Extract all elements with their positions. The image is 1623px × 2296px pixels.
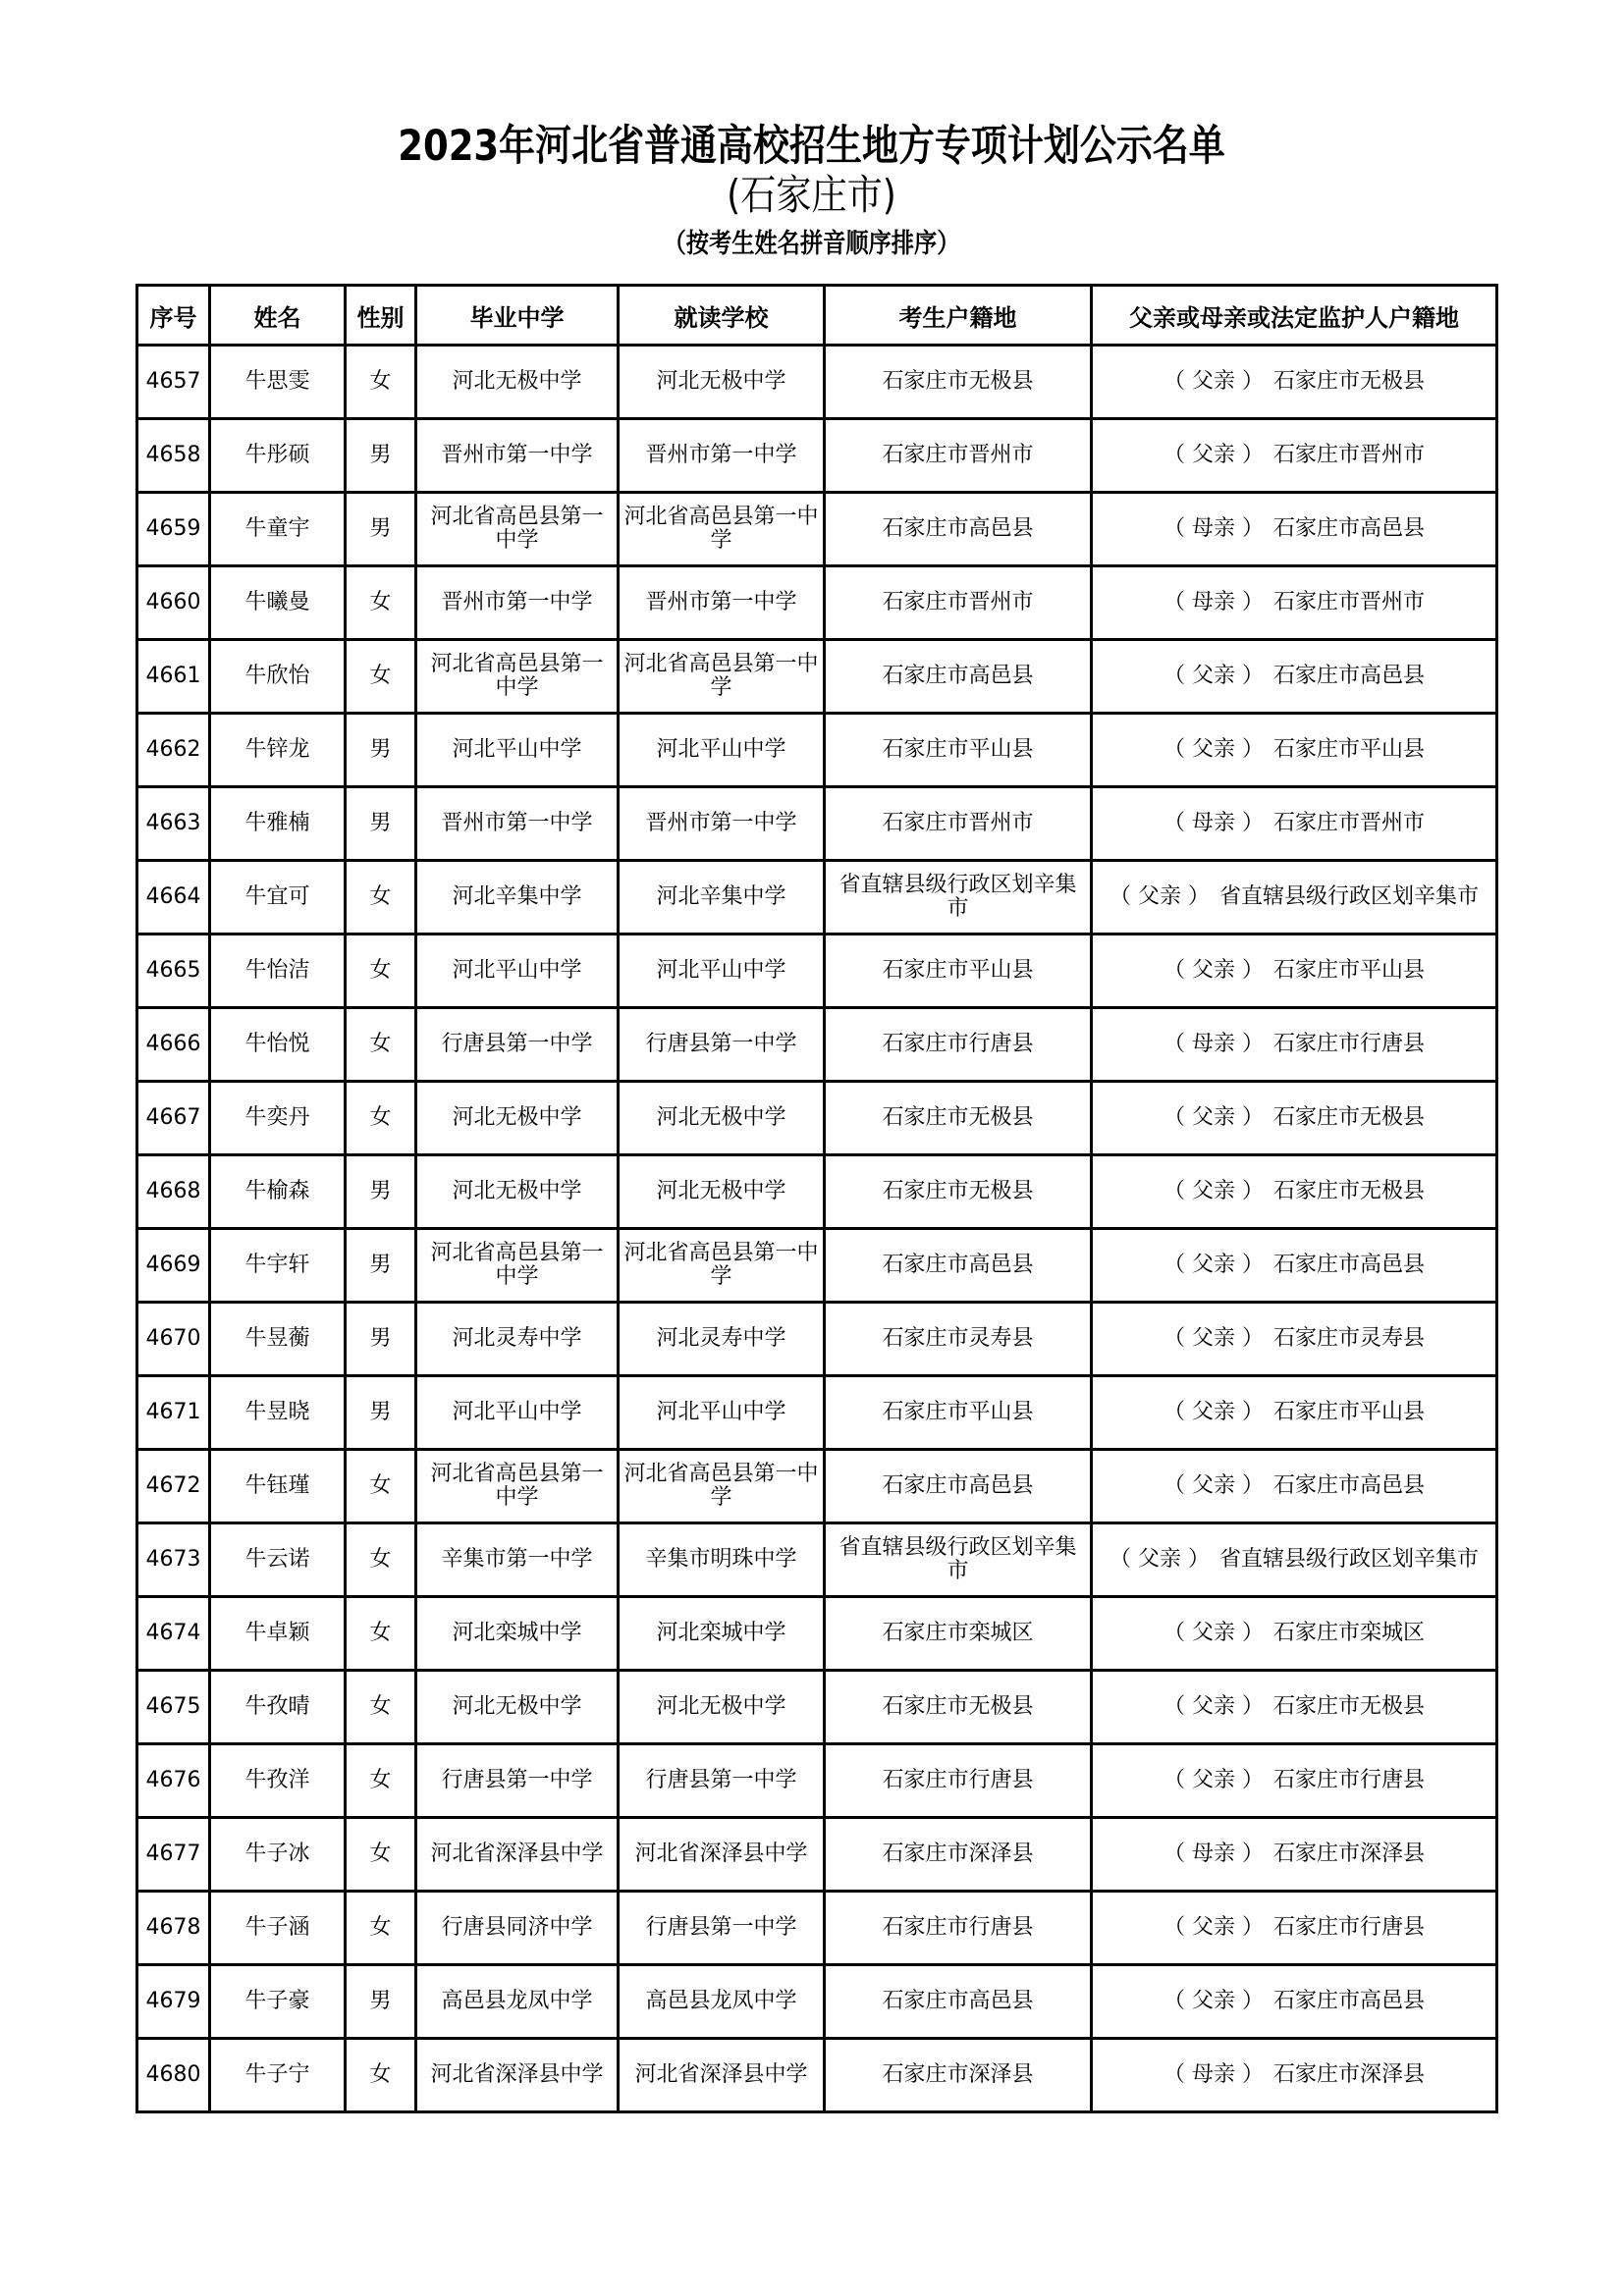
parent-hukou-location: 省直辖县级行政区划辛集市 xyxy=(1218,884,1479,909)
cell-parent-hukou xyxy=(1092,419,1497,493)
cell-hukou: 石家庄市晋州市 xyxy=(825,566,1092,640)
cell-current-school: 河北省高邑县第一中学 xyxy=(619,640,825,714)
cell-hukou: 石家庄市无极县 xyxy=(825,1155,1092,1229)
parent-hukou-location: 石家庄市高邑县 xyxy=(1272,664,1425,688)
cell-name: 牛怡悦 xyxy=(210,1008,346,1082)
cell-current-school: 行唐县第一中学 xyxy=(619,1008,825,1082)
cell-gender: 女 xyxy=(346,566,416,640)
table-row xyxy=(137,1303,1497,1376)
cell-hukou: 石家庄市无极县 xyxy=(825,1082,1092,1155)
parent-relation: （ 父亲 ） xyxy=(1163,737,1264,762)
cell-name: 牛童宇 xyxy=(210,493,346,566)
cell-no: 4671 xyxy=(137,1376,210,1450)
cell-hukou: 石家庄市晋州市 xyxy=(825,787,1092,861)
parent-relation: （ 父亲 ） xyxy=(1163,1400,1264,1424)
parent-hukou-location: 石家庄市平山县 xyxy=(1272,958,1425,983)
col-header-gender: 性别 xyxy=(346,286,416,346)
cell-no: 4659 xyxy=(137,493,210,566)
cell-hukou: 石家庄市高邑县 xyxy=(825,493,1092,566)
cell-current-school: 晋州市第一中学 xyxy=(619,419,825,493)
parent-relation: （ 父亲 ） xyxy=(1163,1621,1264,1645)
cell-current-school: 河北无极中学 xyxy=(619,1671,825,1744)
parent-relation: （ 父亲 ） xyxy=(1163,1694,1264,1719)
parent-hukou-location: 石家庄市无极县 xyxy=(1272,1694,1425,1719)
cell-gender: 男 xyxy=(346,1155,416,1229)
parent-relation: （ 父亲 ） xyxy=(1109,884,1210,909)
cell-parent-hukou xyxy=(1092,346,1497,419)
parent-relation: （ 父亲 ） xyxy=(1163,369,1264,394)
parent-hukou-location: 石家庄市灵寿县 xyxy=(1272,1326,1425,1351)
parent-relation: （ 父亲 ） xyxy=(1163,1915,1264,1940)
parent-hukou-location: 石家庄市深泽县 xyxy=(1272,2062,1425,2087)
cell-hukou: 石家庄市栾城区 xyxy=(825,1597,1092,1671)
cell-hukou: 石家庄市平山县 xyxy=(825,1376,1092,1450)
cell-hukou: 石家庄市行唐县 xyxy=(825,1892,1092,1965)
cell-grad-school: 河北栾城中学 xyxy=(416,1597,619,1671)
cell-gender: 女 xyxy=(346,1597,416,1671)
page-subtitle: (石家庄市) xyxy=(727,171,896,219)
cell-name: 牛孜晴 xyxy=(210,1671,346,1744)
cell-gender: 女 xyxy=(346,1523,416,1597)
cell-gender: 男 xyxy=(346,787,416,861)
cell-gender: 女 xyxy=(346,1744,416,1818)
cell-grad-school: 河北省高邑县第一中学 xyxy=(416,1229,619,1303)
cell-no: 4667 xyxy=(137,1082,210,1155)
parent-relation: （ 父亲 ） xyxy=(1163,1326,1264,1351)
cell-current-school: 行唐县第一中学 xyxy=(619,1744,825,1818)
cell-name: 牛思雯 xyxy=(210,346,346,419)
cell-hukou: 石家庄市晋州市 xyxy=(825,419,1092,493)
cell-grad-school: 河北灵寿中学 xyxy=(416,1303,619,1376)
cell-name: 牛彤硕 xyxy=(210,419,346,493)
parent-hukou-location: 石家庄市高邑县 xyxy=(1272,1989,1425,2013)
parent-relation: （ 母亲 ） xyxy=(1163,811,1264,835)
col-header-hukou: 考生户籍地 xyxy=(825,286,1092,346)
cell-hukou: 石家庄市高邑县 xyxy=(825,1450,1092,1523)
cell-parent-hukou xyxy=(1092,934,1497,1008)
parent-relation: （ 父亲 ） xyxy=(1163,1989,1264,2013)
table-row xyxy=(137,1892,1497,1965)
parent-hukou-location: 石家庄市行唐县 xyxy=(1272,1032,1425,1056)
page-title: 2023年河北省普通高校招生地方专项计划公示名单 xyxy=(398,122,1225,171)
cell-no: 4661 xyxy=(137,640,210,714)
parent-relation: （ 父亲 ） xyxy=(1163,958,1264,983)
parent-relation: （ 母亲 ） xyxy=(1163,1032,1264,1056)
cell-current-school: 河北省深泽县中学 xyxy=(619,1818,825,1892)
cell-name: 牛曦曼 xyxy=(210,566,346,640)
cell-hukou: 石家庄市高邑县 xyxy=(825,1965,1092,2039)
cell-no: 4665 xyxy=(137,934,210,1008)
cell-gender: 女 xyxy=(346,640,416,714)
cell-hukou: 省直辖县级行政区划辛集市 xyxy=(825,861,1092,934)
cell-parent-hukou xyxy=(1092,493,1497,566)
cell-parent-hukou xyxy=(1092,787,1497,861)
cell-current-school: 高邑县龙凤中学 xyxy=(619,1965,825,2039)
col-header-grad-school: 毕业中学 xyxy=(416,286,619,346)
cell-current-school: 晋州市第一中学 xyxy=(619,787,825,861)
parent-relation: （ 母亲 ） xyxy=(1163,1842,1264,1866)
parent-relation: （ 父亲 ） xyxy=(1163,1179,1264,1203)
cell-grad-school: 河北平山中学 xyxy=(416,1376,619,1450)
table-row xyxy=(137,640,1497,714)
cell-current-school: 晋州市第一中学 xyxy=(619,566,825,640)
col-header-parent-hukou: 父亲或母亲或法定监护人户籍地 xyxy=(1092,286,1497,346)
cell-hukou: 石家庄市平山县 xyxy=(825,714,1092,787)
cell-gender: 男 xyxy=(346,493,416,566)
table-row xyxy=(137,1597,1497,1671)
col-header-name: 姓名 xyxy=(210,286,346,346)
cell-grad-school: 河北平山中学 xyxy=(416,934,619,1008)
cell-name: 牛孜洋 xyxy=(210,1744,346,1818)
cell-no: 4669 xyxy=(137,1229,210,1303)
parent-hukou-location: 石家庄市栾城区 xyxy=(1272,1621,1425,1645)
parent-hukou-location: 石家庄市无极县 xyxy=(1272,1105,1425,1130)
col-header-no: 序号 xyxy=(137,286,210,346)
parent-relation: （ 父亲 ） xyxy=(1163,1253,1264,1277)
cell-grad-school: 河北省深泽县中学 xyxy=(416,2039,619,2112)
cell-name: 牛钰瑾 xyxy=(210,1450,346,1523)
cell-gender: 女 xyxy=(346,934,416,1008)
cell-grad-school: 晋州市第一中学 xyxy=(416,566,619,640)
cell-current-school: 河北平山中学 xyxy=(619,1376,825,1450)
cell-grad-school: 河北省高邑县第一中学 xyxy=(416,640,619,714)
cell-name: 牛榆森 xyxy=(210,1155,346,1229)
table-row xyxy=(137,566,1497,640)
parent-relation: （ 母亲 ） xyxy=(1163,516,1264,541)
cell-name: 牛子涵 xyxy=(210,1892,346,1965)
cell-parent-hukou xyxy=(1092,1008,1497,1082)
cell-no: 4668 xyxy=(137,1155,210,1229)
cell-current-school: 河北省高邑县第一中学 xyxy=(619,1450,825,1523)
cell-name: 牛宇轩 xyxy=(210,1229,346,1303)
cell-no: 4657 xyxy=(137,346,210,419)
cell-name: 牛雅楠 xyxy=(210,787,346,861)
cell-name: 牛云诺 xyxy=(210,1523,346,1597)
table-row xyxy=(137,1008,1497,1082)
table-row xyxy=(137,787,1497,861)
cell-grad-school: 行唐县第一中学 xyxy=(416,1744,619,1818)
cell-grad-school: 河北无极中学 xyxy=(416,1671,619,1744)
cell-parent-hukou xyxy=(1092,1892,1497,1965)
parent-relation: （ 父亲 ） xyxy=(1109,1547,1210,1572)
cell-hukou: 石家庄市行唐县 xyxy=(825,1008,1092,1082)
cell-grad-school: 河北无极中学 xyxy=(416,346,619,419)
table-row xyxy=(137,714,1497,787)
cell-name: 牛欣怡 xyxy=(210,640,346,714)
cell-grad-school: 行唐县同济中学 xyxy=(416,1892,619,1965)
parent-hukou-location: 石家庄市无极县 xyxy=(1272,369,1425,394)
cell-parent-hukou xyxy=(1092,1818,1497,1892)
table-row xyxy=(137,493,1497,566)
cell-gender: 男 xyxy=(346,714,416,787)
parent-hukou-location: 石家庄市高邑县 xyxy=(1272,516,1425,541)
cell-no: 4678 xyxy=(137,1892,210,1965)
table-row xyxy=(137,934,1497,1008)
table-row xyxy=(137,1818,1497,1892)
cell-name: 牛宜可 xyxy=(210,861,346,934)
parent-relation: （ 父亲 ） xyxy=(1163,664,1264,688)
table-row xyxy=(137,861,1497,934)
parent-hukou-location: 石家庄市晋州市 xyxy=(1272,811,1425,835)
cell-no: 4660 xyxy=(137,566,210,640)
cell-grad-school: 行唐县第一中学 xyxy=(416,1008,619,1082)
cell-gender: 女 xyxy=(346,1082,416,1155)
cell-name: 牛锌龙 xyxy=(210,714,346,787)
cell-name: 牛奕丹 xyxy=(210,1082,346,1155)
cell-grad-school: 晋州市第一中学 xyxy=(416,787,619,861)
parent-relation: （ 父亲 ） xyxy=(1163,443,1264,467)
cell-parent-hukou xyxy=(1092,1671,1497,1744)
cell-name: 牛子豪 xyxy=(210,1965,346,2039)
cell-current-school: 河北省深泽县中学 xyxy=(619,2039,825,2112)
cell-no: 4670 xyxy=(137,1303,210,1376)
table-row xyxy=(137,1450,1497,1523)
cell-no: 4673 xyxy=(137,1523,210,1597)
cell-no: 4676 xyxy=(137,1744,210,1818)
cell-grad-school: 河北无极中学 xyxy=(416,1155,619,1229)
cell-no: 4662 xyxy=(137,714,210,787)
cell-gender: 女 xyxy=(346,1450,416,1523)
cell-gender: 女 xyxy=(346,861,416,934)
cell-current-school: 行唐县第一中学 xyxy=(619,1892,825,1965)
cell-no: 4663 xyxy=(137,787,210,861)
cell-parent-hukou xyxy=(1092,1744,1497,1818)
parent-hukou-location: 石家庄市深泽县 xyxy=(1272,1842,1425,1866)
cell-parent-hukou xyxy=(1092,1597,1497,1671)
sort-note: （按考生姓名拼音顺序排序） xyxy=(663,229,960,259)
cell-hukou: 石家庄市高邑县 xyxy=(825,640,1092,714)
parent-hukou-location: 省直辖县级行政区划辛集市 xyxy=(1218,1547,1479,1572)
cell-current-school: 辛集市明珠中学 xyxy=(619,1523,825,1597)
cell-grad-school: 晋州市第一中学 xyxy=(416,419,619,493)
parent-hukou-location: 石家庄市平山县 xyxy=(1272,737,1425,762)
roster-table xyxy=(135,284,1498,2113)
parent-relation: （ 母亲 ） xyxy=(1163,590,1264,614)
parent-hukou-location: 石家庄市高邑县 xyxy=(1272,1253,1425,1277)
parent-relation: （ 父亲 ） xyxy=(1163,1768,1264,1792)
cell-name: 牛昱晓 xyxy=(210,1376,346,1450)
cell-grad-school: 河北省高邑县第一中学 xyxy=(416,1450,619,1523)
cell-parent-hukou xyxy=(1092,1965,1497,2039)
cell-current-school: 河北灵寿中学 xyxy=(619,1303,825,1376)
parent-hukou-location: 石家庄市行唐县 xyxy=(1272,1915,1425,1940)
cell-gender: 女 xyxy=(346,1892,416,1965)
cell-grad-school: 河北省高邑县第一中学 xyxy=(416,493,619,566)
cell-gender: 女 xyxy=(346,346,416,419)
table-row xyxy=(137,1155,1497,1229)
cell-current-school: 河北省高邑县第一中学 xyxy=(619,493,825,566)
cell-parent-hukou xyxy=(1092,1082,1497,1155)
cell-parent-hukou xyxy=(1092,714,1497,787)
cell-grad-school: 河北辛集中学 xyxy=(416,861,619,934)
cell-parent-hukou xyxy=(1092,1303,1497,1376)
cell-name: 牛子宁 xyxy=(210,2039,346,2112)
roster-body xyxy=(137,346,1497,2112)
cell-gender: 男 xyxy=(346,1965,416,2039)
cell-no: 4658 xyxy=(137,419,210,493)
cell-gender: 女 xyxy=(346,1671,416,1744)
table-row xyxy=(137,1965,1497,2039)
cell-current-school: 河北栾城中学 xyxy=(619,1597,825,1671)
parent-hukou-location: 石家庄市无极县 xyxy=(1272,1179,1425,1203)
cell-grad-school: 河北平山中学 xyxy=(416,714,619,787)
cell-name: 牛怡洁 xyxy=(210,934,346,1008)
table-row xyxy=(137,1229,1497,1303)
cell-grad-school: 河北省深泽县中学 xyxy=(416,1818,619,1892)
table-row xyxy=(137,2039,1497,2112)
cell-gender: 男 xyxy=(346,419,416,493)
cell-gender: 女 xyxy=(346,2039,416,2112)
cell-parent-hukou xyxy=(1092,2039,1497,2112)
cell-gender: 女 xyxy=(346,1818,416,1892)
cell-no: 4674 xyxy=(137,1597,210,1671)
cell-gender: 男 xyxy=(346,1303,416,1376)
cell-hukou: 石家庄市高邑县 xyxy=(825,1229,1092,1303)
cell-gender: 女 xyxy=(346,1008,416,1082)
cell-current-school: 河北省高邑县第一中学 xyxy=(619,1229,825,1303)
cell-hukou: 石家庄市深泽县 xyxy=(825,1818,1092,1892)
cell-gender: 男 xyxy=(346,1229,416,1303)
cell-parent-hukou xyxy=(1092,1229,1497,1303)
parent-hukou-location: 石家庄市晋州市 xyxy=(1272,590,1425,614)
cell-current-school: 河北辛集中学 xyxy=(619,861,825,934)
cell-hukou: 省直辖县级行政区划辛集市 xyxy=(825,1523,1092,1597)
cell-parent-hukou xyxy=(1092,1155,1497,1229)
cell-parent-hukou xyxy=(1092,1376,1497,1450)
cell-no: 4680 xyxy=(137,2039,210,2112)
parent-hukou-location: 石家庄市平山县 xyxy=(1272,1400,1425,1424)
table-row xyxy=(137,1523,1497,1597)
parent-hukou-location: 石家庄市高邑县 xyxy=(1272,1473,1425,1498)
table-row xyxy=(137,1082,1497,1155)
table-row xyxy=(137,1376,1497,1450)
cell-hukou: 石家庄市行唐县 xyxy=(825,1744,1092,1818)
cell-no: 4675 xyxy=(137,1671,210,1744)
cell-no: 4664 xyxy=(137,861,210,934)
cell-current-school: 河北无极中学 xyxy=(619,1082,825,1155)
cell-hukou: 石家庄市平山县 xyxy=(825,934,1092,1008)
cell-parent-hukou xyxy=(1092,1523,1497,1597)
cell-hukou: 石家庄市深泽县 xyxy=(825,2039,1092,2112)
table-row xyxy=(137,1671,1497,1744)
cell-current-school: 河北平山中学 xyxy=(619,934,825,1008)
cell-hukou: 石家庄市无极县 xyxy=(825,1671,1092,1744)
parent-relation: （ 父亲 ） xyxy=(1163,1105,1264,1130)
parent-relation: （ 父亲 ） xyxy=(1163,1473,1264,1498)
parent-hukou-location: 石家庄市行唐县 xyxy=(1272,1768,1425,1792)
cell-parent-hukou xyxy=(1092,566,1497,640)
cell-grad-school: 河北无极中学 xyxy=(416,1082,619,1155)
col-header-current-school: 就读学校 xyxy=(619,286,825,346)
cell-gender: 男 xyxy=(346,1376,416,1450)
cell-no: 4679 xyxy=(137,1965,210,2039)
cell-no: 4666 xyxy=(137,1008,210,1082)
cell-name: 牛昱蘅 xyxy=(210,1303,346,1376)
cell-parent-hukou xyxy=(1092,640,1497,714)
cell-no: 4677 xyxy=(137,1818,210,1892)
cell-grad-school: 辛集市第一中学 xyxy=(416,1523,619,1597)
cell-name: 牛子冰 xyxy=(210,1818,346,1892)
parent-relation: （ 母亲 ） xyxy=(1163,2062,1264,2087)
table-row xyxy=(137,419,1497,493)
cell-grad-school: 高邑县龙凤中学 xyxy=(416,1965,619,2039)
cell-parent-hukou xyxy=(1092,861,1497,934)
parent-hukou-location: 石家庄市晋州市 xyxy=(1272,443,1425,467)
cell-hukou: 石家庄市无极县 xyxy=(825,346,1092,419)
table-row xyxy=(137,1744,1497,1818)
header-row xyxy=(137,286,1497,346)
cell-name: 牛卓颖 xyxy=(210,1597,346,1671)
cell-current-school: 河北无极中学 xyxy=(619,1155,825,1229)
cell-parent-hukou xyxy=(1092,1450,1497,1523)
cell-current-school: 河北平山中学 xyxy=(619,714,825,787)
cell-current-school: 河北无极中学 xyxy=(619,346,825,419)
table-row xyxy=(137,346,1497,419)
cell-no: 4672 xyxy=(137,1450,210,1523)
cell-hukou: 石家庄市灵寿县 xyxy=(825,1303,1092,1376)
